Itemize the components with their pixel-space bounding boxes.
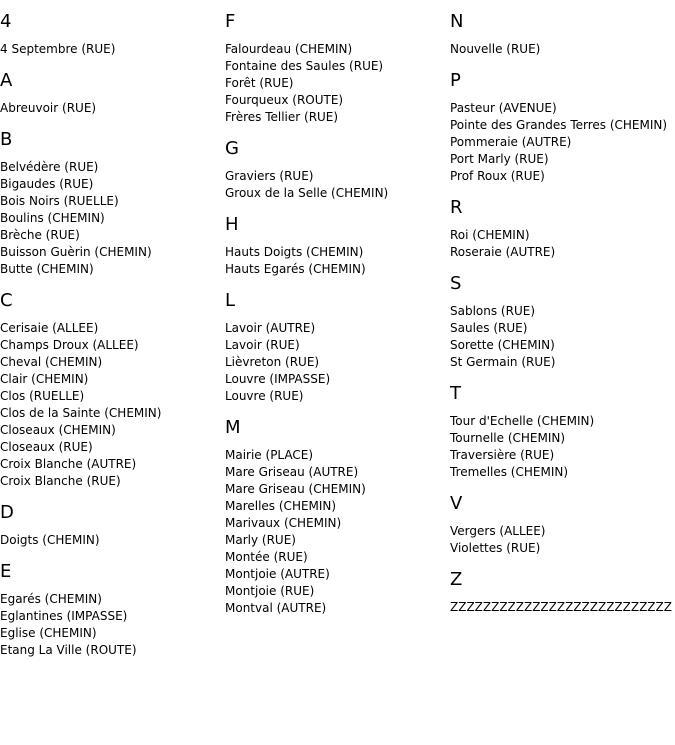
street-link[interactable]: Louvre (IMPASSE) xyxy=(225,372,331,386)
letter-heading: F xyxy=(225,11,236,32)
street-list xyxy=(225,244,447,278)
street-link[interactable]: Egarés (CHEMIN) xyxy=(0,592,102,606)
letter-heading: B xyxy=(0,129,13,150)
street-column-1 xyxy=(0,0,222,659)
letter-group-d xyxy=(0,502,222,549)
street-link[interactable]: Louvre (RUE) xyxy=(225,389,304,403)
street-link[interactable]: Montjoie (AUTRE) xyxy=(225,567,330,581)
letter-heading: C xyxy=(0,290,13,311)
street-link[interactable]: Montval (AUTRE) xyxy=(225,601,327,615)
street-link[interactable]: Bigaudes (RUE) xyxy=(0,177,94,191)
letter-heading: A xyxy=(0,70,13,91)
street-list xyxy=(450,41,675,58)
street-list xyxy=(0,41,222,58)
street-link[interactable]: Cerisaie (ALLEE) xyxy=(0,321,99,335)
street-link[interactable]: Violettes (RUE) xyxy=(450,541,541,555)
street-link[interactable]: Clos de la Sainte (CHEMIN) xyxy=(0,406,162,420)
letter-group-g xyxy=(225,138,447,202)
street-link[interactable]: Mare Griseau (CHEMIN) xyxy=(225,482,366,496)
letter-group-b xyxy=(0,129,222,278)
street-link[interactable]: 4 Septembre (RUE) xyxy=(0,42,116,56)
street-link[interactable]: Pommeraie (AUTRE) xyxy=(450,135,572,149)
street-list xyxy=(225,41,447,126)
letter-heading: T xyxy=(450,383,461,404)
letter-group-l xyxy=(225,290,447,405)
street-link[interactable]: St Germain (RUE) xyxy=(450,355,556,369)
street-column-3 xyxy=(450,0,675,616)
street-link[interactable]: Croix Blanche (AUTRE) xyxy=(0,457,137,471)
street-link[interactable]: Buisson Guèrin (CHEMIN) xyxy=(0,245,152,259)
letter-group-s xyxy=(450,273,675,371)
street-link[interactable]: Belvédère (RUE) xyxy=(0,160,99,174)
street-link[interactable]: Clos (RUELLE) xyxy=(0,389,85,403)
street-link[interactable]: Eglantines (IMPASSE) xyxy=(0,609,128,623)
street-link[interactable]: Fourqueux (ROUTE) xyxy=(225,93,344,107)
street-link[interactable]: Tremelles (CHEMIN) xyxy=(450,465,569,479)
street-link[interactable]: Traversière (RUE) xyxy=(450,448,555,462)
letter-group-z xyxy=(450,569,675,616)
street-link[interactable]: Closeaux (CHEMIN) xyxy=(0,423,116,437)
street-column-2 xyxy=(225,0,447,617)
street-link[interactable]: Nouvelle (RUE) xyxy=(450,42,541,56)
street-list xyxy=(450,100,675,185)
street-link[interactable]: Vergers (ALLEE) xyxy=(450,524,546,538)
street-list xyxy=(450,413,675,481)
street-link[interactable]: Marelles (CHEMIN) xyxy=(225,499,337,513)
letter-heading: D xyxy=(0,502,14,523)
street-link[interactable]: Eglise (CHEMIN) xyxy=(0,626,97,640)
letter-heading: G xyxy=(225,138,239,159)
street-list xyxy=(450,523,675,557)
street-link[interactable]: Bois Noirs (RUELLE) xyxy=(0,194,119,208)
street-list xyxy=(0,100,222,117)
street-link[interactable]: Sorette (CHEMIN) xyxy=(450,338,555,352)
street-list xyxy=(225,447,447,617)
letter-heading: P xyxy=(450,70,461,91)
street-list xyxy=(450,227,675,261)
street-list xyxy=(225,320,447,405)
street-link[interactable]: Frères Tellier (RUE) xyxy=(225,110,339,124)
letter-group-v xyxy=(450,493,675,557)
street-link[interactable]: Boulins (CHEMIN) xyxy=(0,211,105,225)
placeholder-entry: ZZZZZZZZZZZZZZZZZZZZZZZZZZZ xyxy=(450,600,672,614)
letter-group-m xyxy=(225,417,447,617)
letter-heading: R xyxy=(450,197,463,218)
letter-group-f xyxy=(225,11,447,126)
letter-group-h xyxy=(225,214,447,278)
letter-heading: N xyxy=(450,11,464,32)
street-link[interactable]: Saules (RUE) xyxy=(450,321,528,335)
street-link[interactable]: Closeaux (RUE) xyxy=(0,440,93,454)
street-link[interactable]: Montée (RUE) xyxy=(225,550,308,564)
street-link[interactable]: Brèche (RUE) xyxy=(0,228,80,242)
street-list xyxy=(0,159,222,278)
street-link[interactable]: Graviers (RUE) xyxy=(225,169,314,183)
letter-heading: M xyxy=(225,417,241,438)
letter-group-p xyxy=(450,70,675,185)
street-link[interactable]: Pointe des Grandes Terres (CHEMIN) xyxy=(450,118,668,132)
street-link[interactable]: Mairie (PLACE) xyxy=(225,448,314,462)
street-link[interactable]: Pasteur (AVENUE) xyxy=(450,101,557,115)
street-link[interactable]: Tournelle (CHEMIN) xyxy=(450,431,566,445)
street-list xyxy=(0,591,222,659)
street-link[interactable]: Falourdeau (CHEMIN) xyxy=(225,42,353,56)
letter-group-n xyxy=(450,11,675,58)
letter-heading: L xyxy=(225,290,236,311)
letter-group-c xyxy=(0,290,222,490)
street-link[interactable]: Roseraie (AUTRE) xyxy=(450,245,556,259)
letter-heading: V xyxy=(450,493,463,514)
letter-group-t xyxy=(450,383,675,481)
street-link[interactable]: Lavoir (AUTRE) xyxy=(225,321,316,335)
street-list xyxy=(225,168,447,202)
street-link[interactable]: Lavoir (RUE) xyxy=(225,338,300,352)
street-link[interactable]: Butte (CHEMIN) xyxy=(0,262,94,276)
street-link[interactable]: Mare Griseau (AUTRE) xyxy=(225,465,359,479)
street-link[interactable]: Champs Droux (ALLEE) xyxy=(0,338,139,352)
street-link[interactable]: Hauts Doigts (CHEMIN) xyxy=(225,245,364,259)
street-link[interactable]: Sablons (RUE) xyxy=(450,304,536,318)
letter-heading: H xyxy=(225,214,239,235)
letter-group-a xyxy=(0,70,222,117)
street-link[interactable]: Tour d'Echelle (CHEMIN) xyxy=(450,414,595,428)
street-link[interactable]: Croix Blanche (RUE) xyxy=(0,474,121,488)
street-link[interactable]: Clair (CHEMIN) xyxy=(0,372,89,386)
letter-group-r xyxy=(450,197,675,261)
street-link[interactable]: Cheval (CHEMIN) xyxy=(0,355,103,369)
letter-group-4 xyxy=(0,11,222,58)
street-link[interactable]: Lièvreton (RUE) xyxy=(225,355,320,369)
street-link[interactable]: Port Marly (RUE) xyxy=(450,152,549,166)
street-link[interactable]: Roi (CHEMIN) xyxy=(450,228,530,242)
letter-heading: E xyxy=(0,561,12,582)
street-link[interactable]: Montjoie (RUE) xyxy=(225,584,315,598)
street-list xyxy=(0,532,222,549)
street-link[interactable]: Groux de la Selle (CHEMIN) xyxy=(225,186,389,200)
street-link[interactable]: Hauts Egarés (CHEMIN) xyxy=(225,262,366,276)
street-list xyxy=(450,599,675,616)
letter-heading: S xyxy=(450,273,462,294)
street-link[interactable]: Doigts (CHEMIN) xyxy=(0,533,100,547)
street-link[interactable]: Forêt (RUE) xyxy=(225,76,294,90)
street-link[interactable]: Fontaine des Saules (RUE) xyxy=(225,59,384,73)
street-link[interactable]: Abreuvoir (RUE) xyxy=(0,101,97,115)
street-link[interactable]: Marly (RUE) xyxy=(225,533,296,547)
letter-heading: Z xyxy=(450,569,463,590)
street-list xyxy=(0,320,222,490)
street-list xyxy=(450,303,675,371)
street-link[interactable]: Etang La Ville (ROUTE) xyxy=(0,643,137,657)
letter-heading: 4 xyxy=(0,11,12,32)
letter-group-e xyxy=(0,561,222,659)
street-link[interactable]: Marivaux (CHEMIN) xyxy=(225,516,342,530)
street-link[interactable]: Prof Roux (RUE) xyxy=(450,169,545,183)
